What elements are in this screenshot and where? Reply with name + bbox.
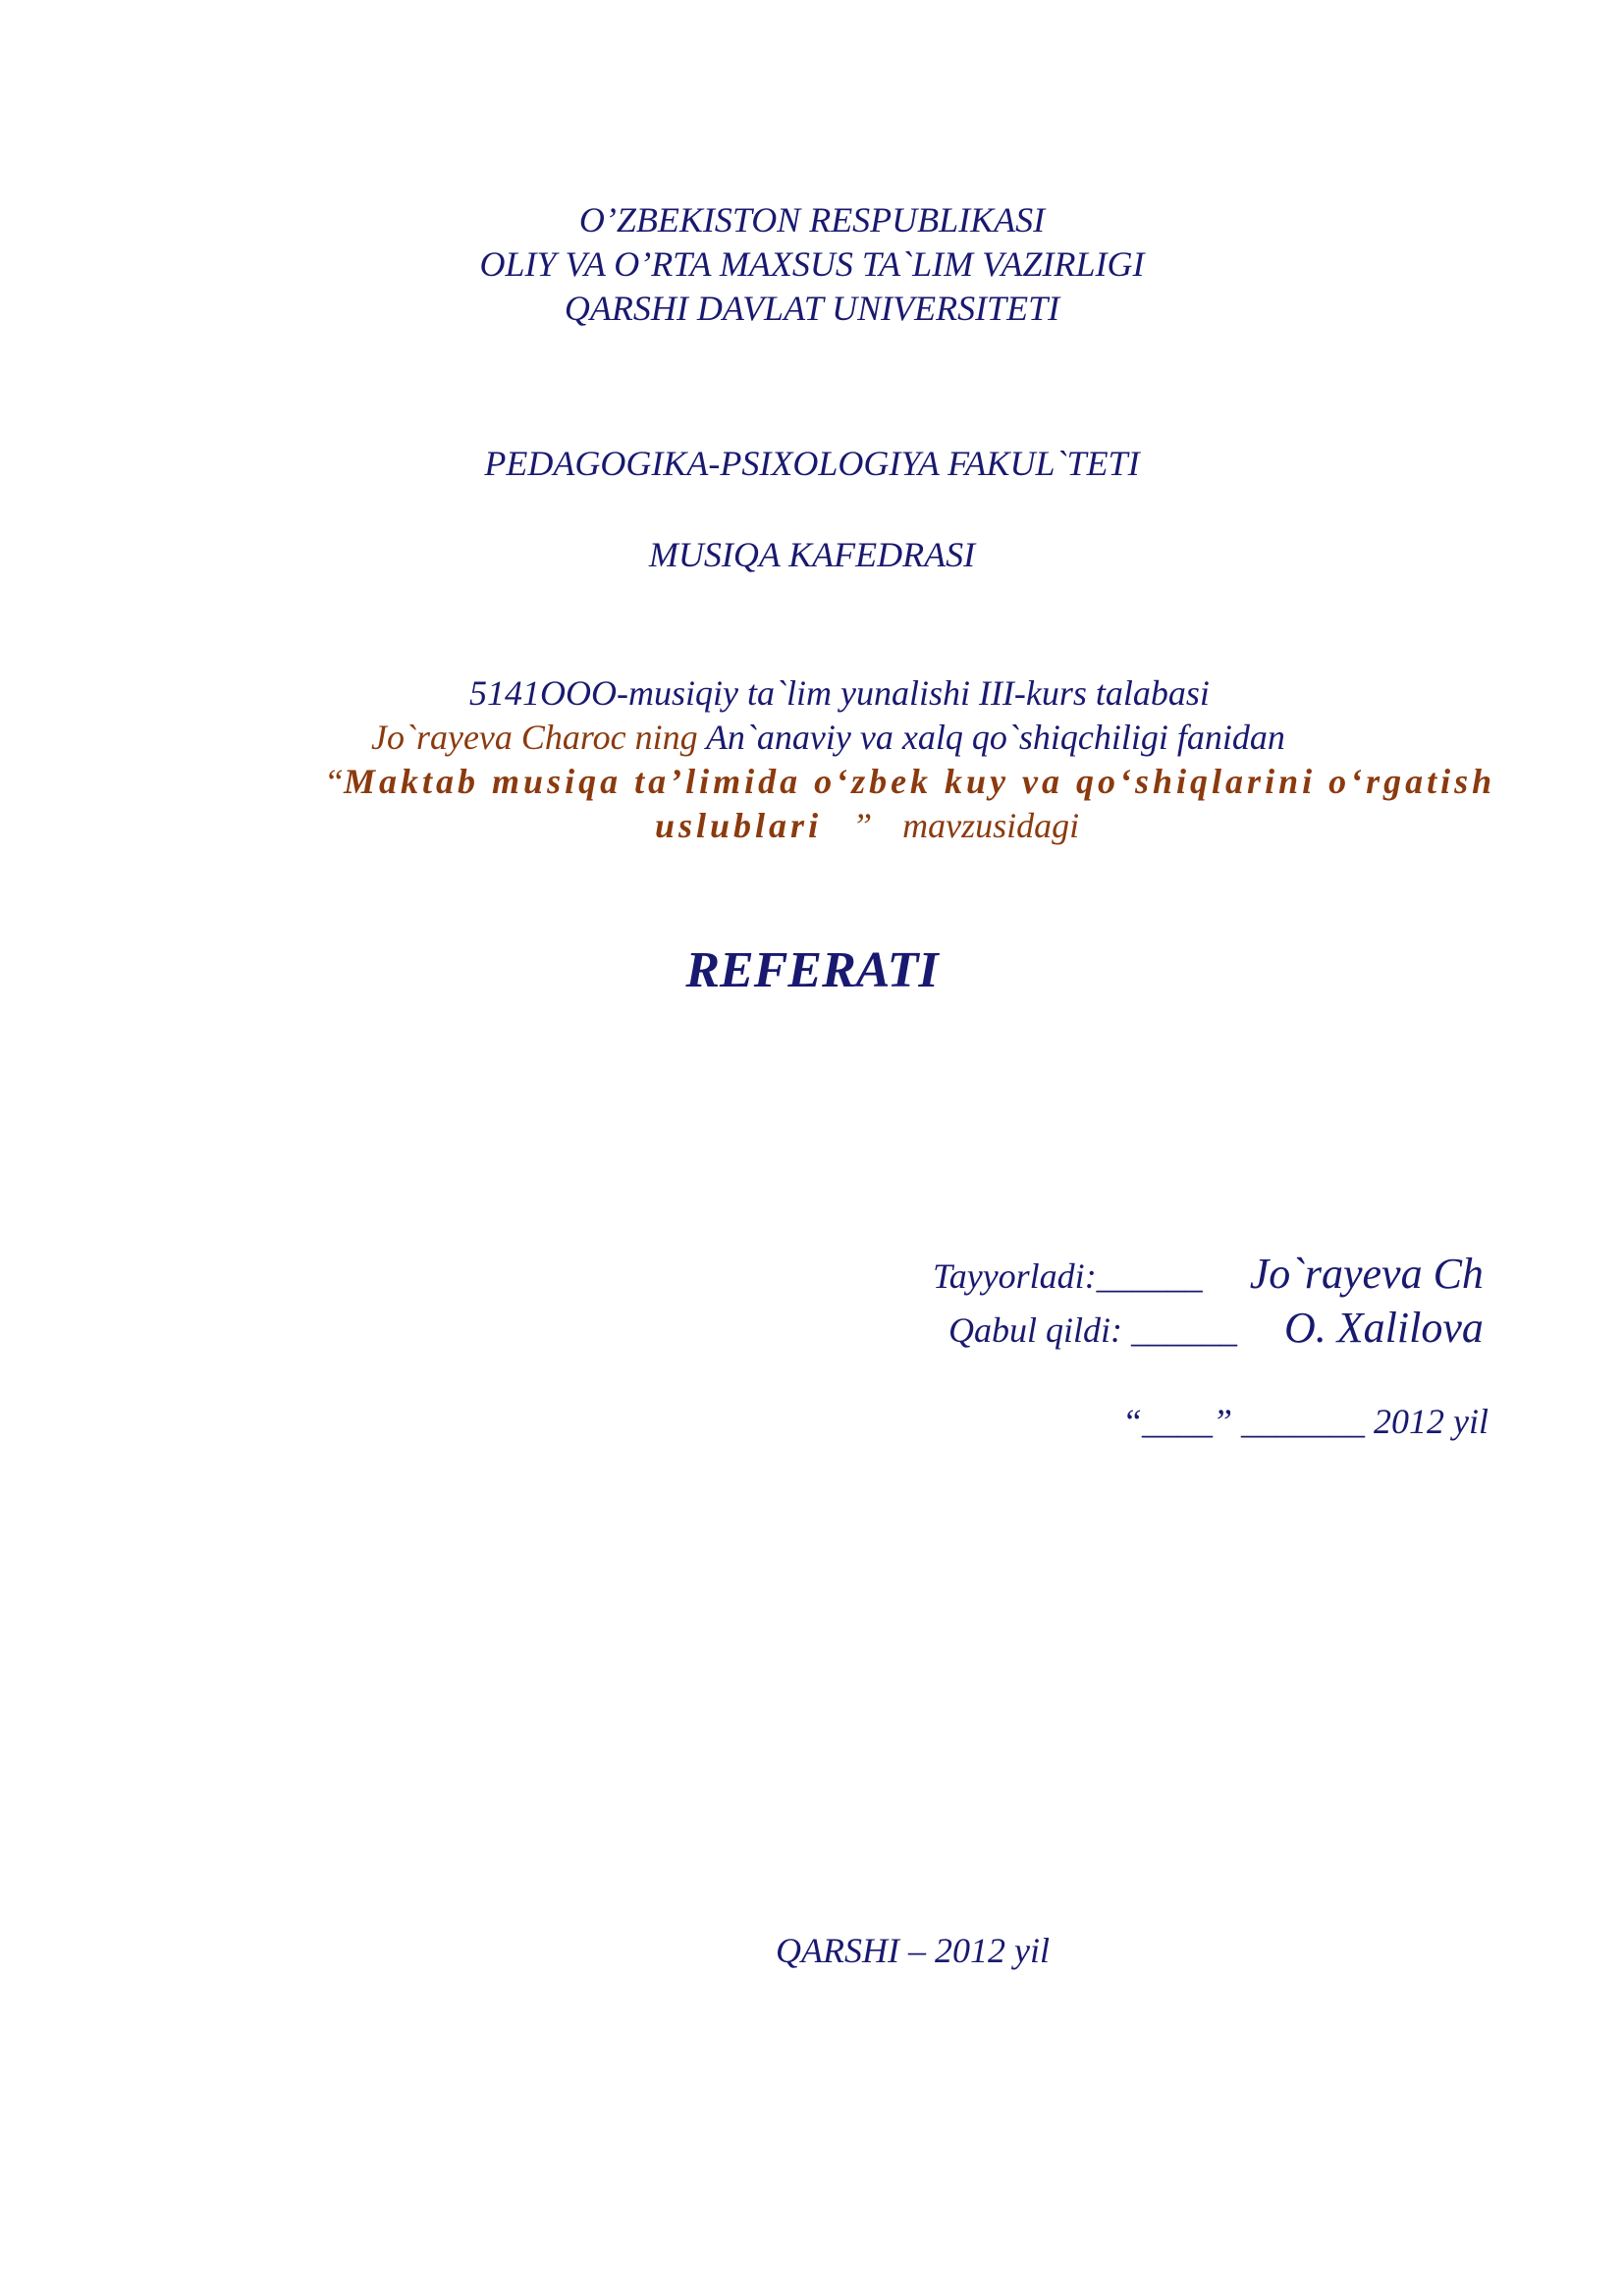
author-subject-line [371, 720, 1285, 755]
footer-city-year: QARSHI – 2012 yil [776, 1931, 1050, 1970]
accepted-label: Qabul qildi: ______ [948, 1310, 1237, 1350]
faculty-name: PEDAGOGIKA-PSIXOLOGIYA FAKUL`TETI [484, 444, 1140, 483]
department-name: MUSIQA KAFEDRASI [648, 535, 976, 574]
prepared-row [933, 1250, 1484, 1298]
topic-suffix: mavzusidagi [902, 806, 1080, 845]
prepared-name: Jo`rayeva Ch [1249, 1250, 1484, 1298]
author-name: Jo`rayeva Charoc ning [371, 718, 698, 757]
topic-title-part-2: uslublari [655, 806, 823, 845]
university-name: QARSHI DAVLAT UNIVERSITETI [564, 289, 1060, 328]
accepted-name: O. Xalilova [1284, 1304, 1484, 1352]
accepted-row [948, 1304, 1484, 1352]
topic-line-2 [655, 808, 1079, 843]
ministry-name: OLIY VA O’RTA MAXSUS TA`LIM VAZIRLIGI [479, 244, 1145, 284]
document-title: REFERATI [685, 942, 939, 998]
prepared-label: Tayyorladi:______ [933, 1256, 1203, 1296]
signature-date: “____” _______ 2012 yil [1122, 1402, 1489, 1441]
topic-title-part-1: Maktab musiqa ta’limida o‘zbek kuy va qo‘shiqlarini o‘rgatish [344, 762, 1496, 801]
topic-open-quote: “ [324, 762, 345, 801]
topic-line-1 [324, 764, 1495, 799]
student-line: 5141OOO-musiqiy ta`lim yunalishi III-kurs talabasi [469, 673, 1210, 713]
subject-name: An`anaviy va xalq qo`shiqchiligi fanidan [705, 718, 1285, 757]
ministry-country: O’ZBEKISTON RESPUBLIKASI [578, 200, 1046, 240]
topic-close-quote: ” [852, 806, 873, 845]
